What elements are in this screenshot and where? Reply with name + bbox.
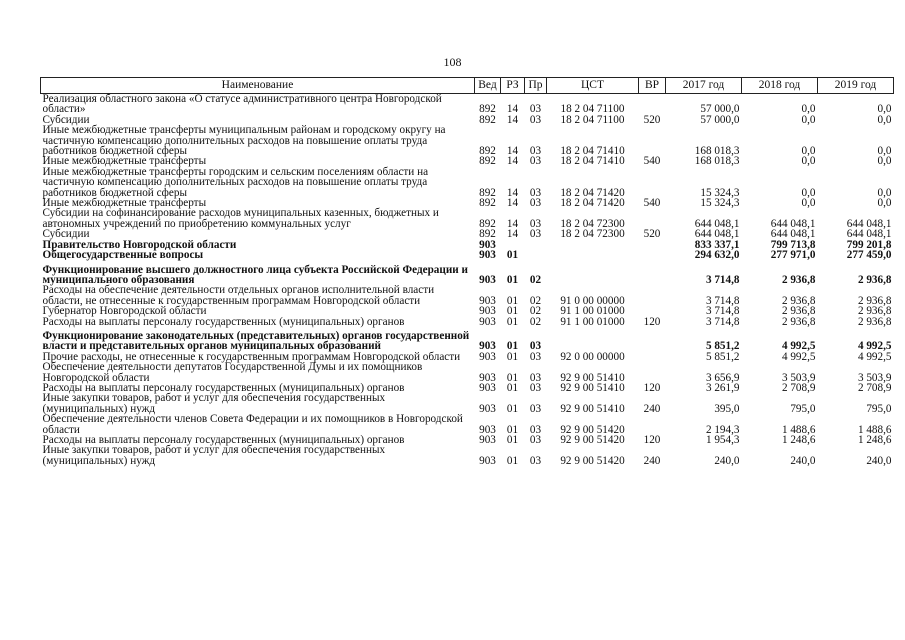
row-2018-cell: 277 971,0	[770, 249, 816, 262]
row-ved-cell: 892	[479, 228, 496, 241]
row-cst-cell: 91 1 00 01000	[560, 305, 625, 318]
row-2019-cell: 644 048,1	[846, 228, 892, 241]
row-rz-cell: 01	[506, 402, 519, 415]
row-2019-cell: 2 936,8	[857, 294, 892, 307]
row-rz-cell: 01	[506, 294, 519, 307]
row-rz-cell: 01	[506, 315, 519, 328]
row-2019-cell: 0,0	[877, 186, 892, 199]
row-name-cell: Обеспечение деятельности членов Совета Федерации и их помощников в Новгородской области	[42, 413, 463, 436]
row-name-cell: Правительство Новгородской области	[42, 238, 237, 251]
row-2019-cell: 2 936,8	[857, 273, 892, 286]
row-name-cell: Губернатор Новгородской области	[42, 305, 207, 318]
row-rz-cell: 14	[506, 197, 519, 210]
row-2017-cell: 294 632,0	[694, 249, 740, 262]
row-cst-cell: 92 9 00 51420	[560, 423, 625, 436]
row-ved-cell: 903	[479, 371, 496, 384]
row-2018-cell: 0,0	[801, 186, 816, 199]
row-vr-cell	[639, 331, 666, 352]
row-2019-cell: 3 503,9	[857, 371, 892, 384]
row-pr-cell	[525, 240, 547, 250]
row-cst-cell	[547, 265, 639, 286]
row-name-cell: Расходы на обеспечение деятельности отдельных органов исполнительной власти области, не отнесенные к государственным программам Новгородской области	[42, 284, 435, 307]
header-pr: Пр	[525, 78, 547, 94]
row-rz-cell: 14	[506, 145, 519, 158]
table-row	[41, 414, 894, 435]
row-2017-cell: 644 048,1	[694, 228, 740, 241]
row-2018-cell: 2 936,8	[781, 273, 816, 286]
row-cst-cell: 18 2 04 72300	[560, 228, 625, 241]
row-name-cell: Расходы на выплаты персоналу государственных (муниципальных) органов	[42, 315, 405, 328]
row-pr-cell: 03	[529, 381, 542, 394]
row-cst-cell: 18 2 04 71410	[560, 155, 625, 168]
row-vr-cell	[639, 352, 666, 362]
row-name-cell: Расходы на выплаты персоналу государственных (муниципальных) органов	[42, 381, 405, 394]
row-rz-cell: 01	[506, 340, 519, 353]
table-row	[41, 306, 894, 316]
table-header-row	[41, 78, 894, 94]
row-pr-cell	[525, 250, 547, 260]
row-ved-cell: 903	[479, 434, 496, 446]
row-2019-cell: 2 708,9	[857, 381, 892, 394]
row-2017-cell: 1 954,3	[705, 434, 740, 446]
row-vr-cell	[639, 362, 666, 383]
row-name-cell: Субсидии	[42, 228, 90, 241]
row-pr-cell: 02	[529, 294, 542, 307]
header-vr: ВР	[639, 78, 666, 94]
row-2019-cell: 644 048,1	[846, 217, 892, 230]
row-rz-cell: 01	[506, 381, 519, 394]
row-2017-cell: 57 000,0	[700, 103, 740, 116]
row-rz-cell: 01	[506, 273, 519, 286]
row-2017-cell: 395,0	[714, 402, 740, 415]
row-vr-cell	[639, 167, 666, 198]
row-vr-cell	[639, 208, 666, 229]
row-cst-cell: 18 2 04 71420	[560, 186, 625, 199]
row-rz-cell: 14	[506, 113, 519, 126]
row-ved-cell: 892	[479, 145, 496, 158]
row-name-cell: Функционирование высшего должностного лица субъекта Российской Федерации и муниципального образования	[42, 263, 468, 286]
row-name-cell: Расходы на выплаты персоналу государственных (муниципальных) органов	[42, 434, 405, 446]
row-ved-cell: 903	[479, 238, 496, 251]
row-name-cell: Обеспечение деятельности депутатов Государственной Думы и их помощников Новгородской области	[42, 361, 423, 384]
table-row	[41, 125, 894, 156]
table-row	[41, 265, 894, 286]
header-2019: 2019 год	[818, 78, 894, 94]
row-vr-cell	[639, 414, 666, 435]
row-cst-cell: 92 9 00 51410	[560, 402, 625, 415]
row-2018-cell: 1 488,6	[781, 423, 816, 436]
row-cst-cell	[547, 331, 639, 352]
table-row	[41, 317, 894, 327]
row-pr-cell: 03	[529, 155, 542, 168]
row-pr-cell: 03	[529, 103, 542, 116]
page-number: 108	[443, 55, 462, 69]
row-cst-cell	[547, 250, 639, 260]
row-2019-cell: 277 459,0	[846, 249, 892, 262]
row-name-cell: Иные закупки товаров, работ и услуг для обеспечения государственных (муниципальных) нужд	[42, 392, 386, 415]
row-2018-cell: 0,0	[801, 145, 816, 158]
table-row	[41, 250, 894, 260]
row-ved-cell: 903	[479, 454, 496, 467]
row-2019-cell: 1 488,6	[857, 423, 892, 436]
row-rz-cell: 01	[506, 371, 519, 384]
row-2018-cell: 2 708,9	[781, 381, 816, 394]
row-name-cell: Общегосударственные вопросы	[42, 249, 204, 262]
row-cst-cell: 92 0 00 00000	[560, 350, 625, 363]
row-2017-cell: 3 714,8	[705, 294, 740, 307]
row-cst-cell	[547, 240, 639, 250]
row-cst-cell: 18 2 04 71100	[560, 103, 625, 116]
row-2018-cell: 0,0	[801, 113, 816, 126]
table-row	[41, 94, 894, 115]
table-body	[41, 94, 894, 467]
row-2017-cell: 833 337,1	[694, 238, 740, 251]
row-2017-cell: 240,0	[714, 454, 740, 467]
budget-table	[40, 77, 894, 466]
row-2017-cell: 2 194,3	[705, 423, 740, 436]
table-row	[41, 362, 894, 383]
row-2019-cell: 0,0	[877, 145, 892, 158]
header-2017: 2017 год	[666, 78, 742, 94]
row-rz-cell: 01	[506, 423, 519, 436]
row-pr-cell: 03	[529, 197, 542, 210]
row-cst-cell: 92 9 00 51420	[560, 434, 625, 446]
row-vr-cell	[639, 250, 666, 260]
row-name-cell: Субсидии на софинансирование расходов муниципальных казенных, бюджетных и автономных учреждений по приобретению коммунальных услуг	[42, 207, 439, 230]
row-cst-cell: 18 2 04 71100	[560, 113, 625, 126]
row-2017-cell: 3 261,9	[705, 381, 740, 394]
header-rz: РЗ	[501, 78, 525, 94]
row-name-cell: Реализация областного закона «О статусе административного центра Новгородской области»	[42, 93, 442, 116]
row-cst-cell: 18 2 04 71410	[560, 145, 625, 158]
row-vr-cell	[639, 125, 666, 156]
row-name-cell: Иные межбюджетные трансферты	[42, 197, 207, 210]
row-ved-cell: 903	[479, 273, 496, 286]
row-ved-cell: 903	[479, 340, 496, 353]
row-pr-cell: 02	[529, 273, 542, 286]
row-2017-cell: 168 018,3	[694, 155, 740, 168]
row-2017-cell: 57 000,0	[700, 113, 740, 126]
row-pr-cell: 03	[529, 434, 542, 446]
row-cst-cell: 92 9 00 51410	[560, 371, 625, 384]
row-rz-cell: 14	[506, 103, 519, 116]
row-rz-cell: 14	[506, 228, 519, 241]
row-vr-cell: 540	[643, 197, 661, 210]
row-2019-cell: 2 936,8	[857, 315, 892, 328]
row-2017-cell: 3 714,8	[705, 273, 740, 286]
row-ved-cell: 903	[479, 423, 496, 436]
row-pr-cell: 03	[529, 186, 542, 199]
row-pr-cell: 03	[529, 145, 542, 158]
row-2017-cell: 5 851,2	[705, 350, 740, 363]
row-2017-cell: 15 324,3	[700, 197, 740, 210]
row-2019-cell: 2 936,8	[857, 305, 892, 318]
row-pr-cell: 02	[529, 315, 542, 328]
row-2018-cell: 1 248,6	[781, 434, 816, 446]
row-2017-cell: 3 714,8	[705, 315, 740, 328]
row-2018-cell: 0,0	[801, 197, 816, 210]
row-name-cell: Иные межбюджетные трансферты муниципальным районам и городскому округу на частичную компенсацию дополнительных расходов на повышение оплаты труда работников бюджетной сферы	[42, 124, 446, 158]
row-2019-cell: 795,0	[866, 402, 892, 415]
row-ved-cell: 892	[479, 113, 496, 126]
row-rz-cell: 14	[506, 186, 519, 199]
table-row	[41, 167, 894, 198]
row-2019-cell: 0,0	[877, 103, 892, 116]
row-2018-cell: 2 936,8	[781, 294, 816, 307]
row-pr-cell: 03	[529, 113, 542, 126]
row-2018-cell: 795,0	[790, 402, 816, 415]
row-pr-cell: 03	[529, 228, 542, 241]
row-2018-cell: 4 992,5	[781, 350, 816, 363]
row-pr-cell: 03	[529, 371, 542, 384]
row-2019-cell: 0,0	[877, 155, 892, 168]
row-2018-cell: 799 713,8	[770, 238, 816, 251]
row-rz-cell: 14	[506, 155, 519, 168]
row-2018-cell: 2 936,8	[781, 315, 816, 328]
row-rz-cell: 01	[506, 249, 519, 262]
row-vr-cell	[639, 265, 666, 286]
row-ved-cell: 892	[479, 103, 496, 116]
row-name-cell: Иные межбюджетные трансферты	[42, 155, 207, 168]
row-2018-cell: 0,0	[801, 155, 816, 168]
row-2017-cell: 15 324,3	[700, 186, 740, 199]
row-2017-cell: 3 656,9	[705, 371, 740, 384]
row-2017-cell: 5 851,2	[705, 340, 740, 353]
row-2019-cell: 240,0	[866, 454, 892, 467]
row-ved-cell: 892	[479, 186, 496, 199]
header-ved: Вед	[475, 78, 501, 94]
row-ved-cell: 903	[479, 294, 496, 307]
table-row	[41, 285, 894, 306]
row-name-cell: Иные закупки товаров, работ и услуг для обеспечения государственных (муниципальных) нужд	[42, 444, 386, 467]
row-pr-cell: 03	[529, 350, 542, 363]
row-rz-cell: 01	[506, 350, 519, 363]
row-vr-cell: 240	[643, 402, 661, 415]
row-ved-cell: 903	[479, 381, 496, 394]
row-vr-cell	[639, 94, 666, 115]
row-2018-cell: 0,0	[801, 103, 816, 116]
table-row	[41, 445, 894, 466]
row-2019-cell: 0,0	[877, 113, 892, 126]
table-row	[41, 208, 894, 229]
row-cst-cell: 91 1 00 01000	[560, 315, 625, 328]
row-name-cell: Функционирование законодательных (представительных) органов государственной власти и представительных органов муниципальных образований	[42, 329, 470, 353]
row-cst-cell: 92 9 00 51410	[560, 381, 625, 394]
row-vr-cell: 120	[643, 434, 661, 446]
row-2018-cell: 644 048,1	[770, 217, 816, 230]
row-ved-cell: 903	[479, 402, 496, 415]
row-name-cell: Иные межбюджетные трансферты городским и сельским поселениям области на частичную компенсацию дополнительных расходов на повышение оплаты труда работников бюджетной сферы	[42, 165, 429, 199]
table-row	[41, 331, 894, 352]
row-2017-cell: 168 018,3	[694, 145, 740, 158]
row-ved-cell: 903	[479, 350, 496, 363]
row-ved-cell: 892	[479, 197, 496, 210]
row-pr-cell: 02	[529, 305, 542, 318]
row-vr-cell: 520	[643, 228, 661, 241]
row-vr-cell: 120	[643, 381, 661, 394]
row-pr-cell: 03	[529, 402, 542, 415]
row-vr-cell: 520	[643, 113, 661, 126]
row-2017-cell: 644 048,1	[694, 217, 740, 230]
row-vr-cell: 540	[643, 155, 661, 168]
row-2019-cell: 4 992,5	[857, 340, 892, 353]
row-vr-cell	[639, 306, 666, 316]
row-pr-cell: 03	[529, 217, 542, 230]
row-vr-cell	[639, 240, 666, 250]
header-cst: ЦСТ	[547, 78, 639, 94]
row-2018-cell: 240,0	[790, 454, 816, 467]
row-name-cell: Прочие расходы, не отнесенные к государственным программам Новгородской области	[42, 350, 461, 363]
row-ved-cell: 903	[479, 305, 496, 318]
row-2019-cell: 1 248,6	[857, 434, 892, 446]
row-2018-cell: 4 992,5	[781, 340, 816, 353]
row-vr-cell	[639, 285, 666, 306]
row-2018-cell: 2 936,8	[781, 305, 816, 318]
row-ved-cell: 892	[479, 155, 496, 168]
row-2019-cell: 0,0	[877, 197, 892, 210]
row-pr-cell: 03	[529, 340, 542, 353]
row-vr-cell: 240	[643, 454, 661, 467]
row-rz-cell: 01	[506, 454, 519, 467]
row-cst-cell: 18 2 04 71420	[560, 197, 625, 210]
row-ved-cell: 903	[479, 249, 496, 262]
row-vr-cell: 120	[643, 315, 661, 328]
row-ved-cell: 903	[479, 315, 496, 328]
header-name: Наименование	[41, 78, 475, 94]
row-cst-cell: 91 0 00 00000	[560, 294, 625, 307]
row-cst-cell: 92 9 00 51420	[560, 454, 625, 467]
row-2017-cell: 3 714,8	[705, 305, 740, 318]
row-2018-cell: 644 048,1	[770, 228, 816, 241]
row-name-cell: Субсидии	[42, 113, 90, 126]
row-rz-cell: 01	[506, 434, 519, 446]
row-cst-cell: 18 2 04 72300	[560, 217, 625, 230]
row-ved-cell: 892	[479, 217, 496, 230]
header-2018: 2018 год	[742, 78, 818, 94]
row-rz-cell: 14	[506, 217, 519, 230]
row-2019-cell: 4 992,5	[857, 350, 892, 363]
row-2018-cell: 3 503,9	[781, 371, 816, 384]
row-rz-cell: 01	[506, 305, 519, 318]
row-pr-cell: 03	[529, 454, 542, 467]
row-2019-cell: 799 201,8	[846, 238, 892, 251]
table-row	[41, 393, 894, 414]
row-pr-cell: 03	[529, 423, 542, 436]
